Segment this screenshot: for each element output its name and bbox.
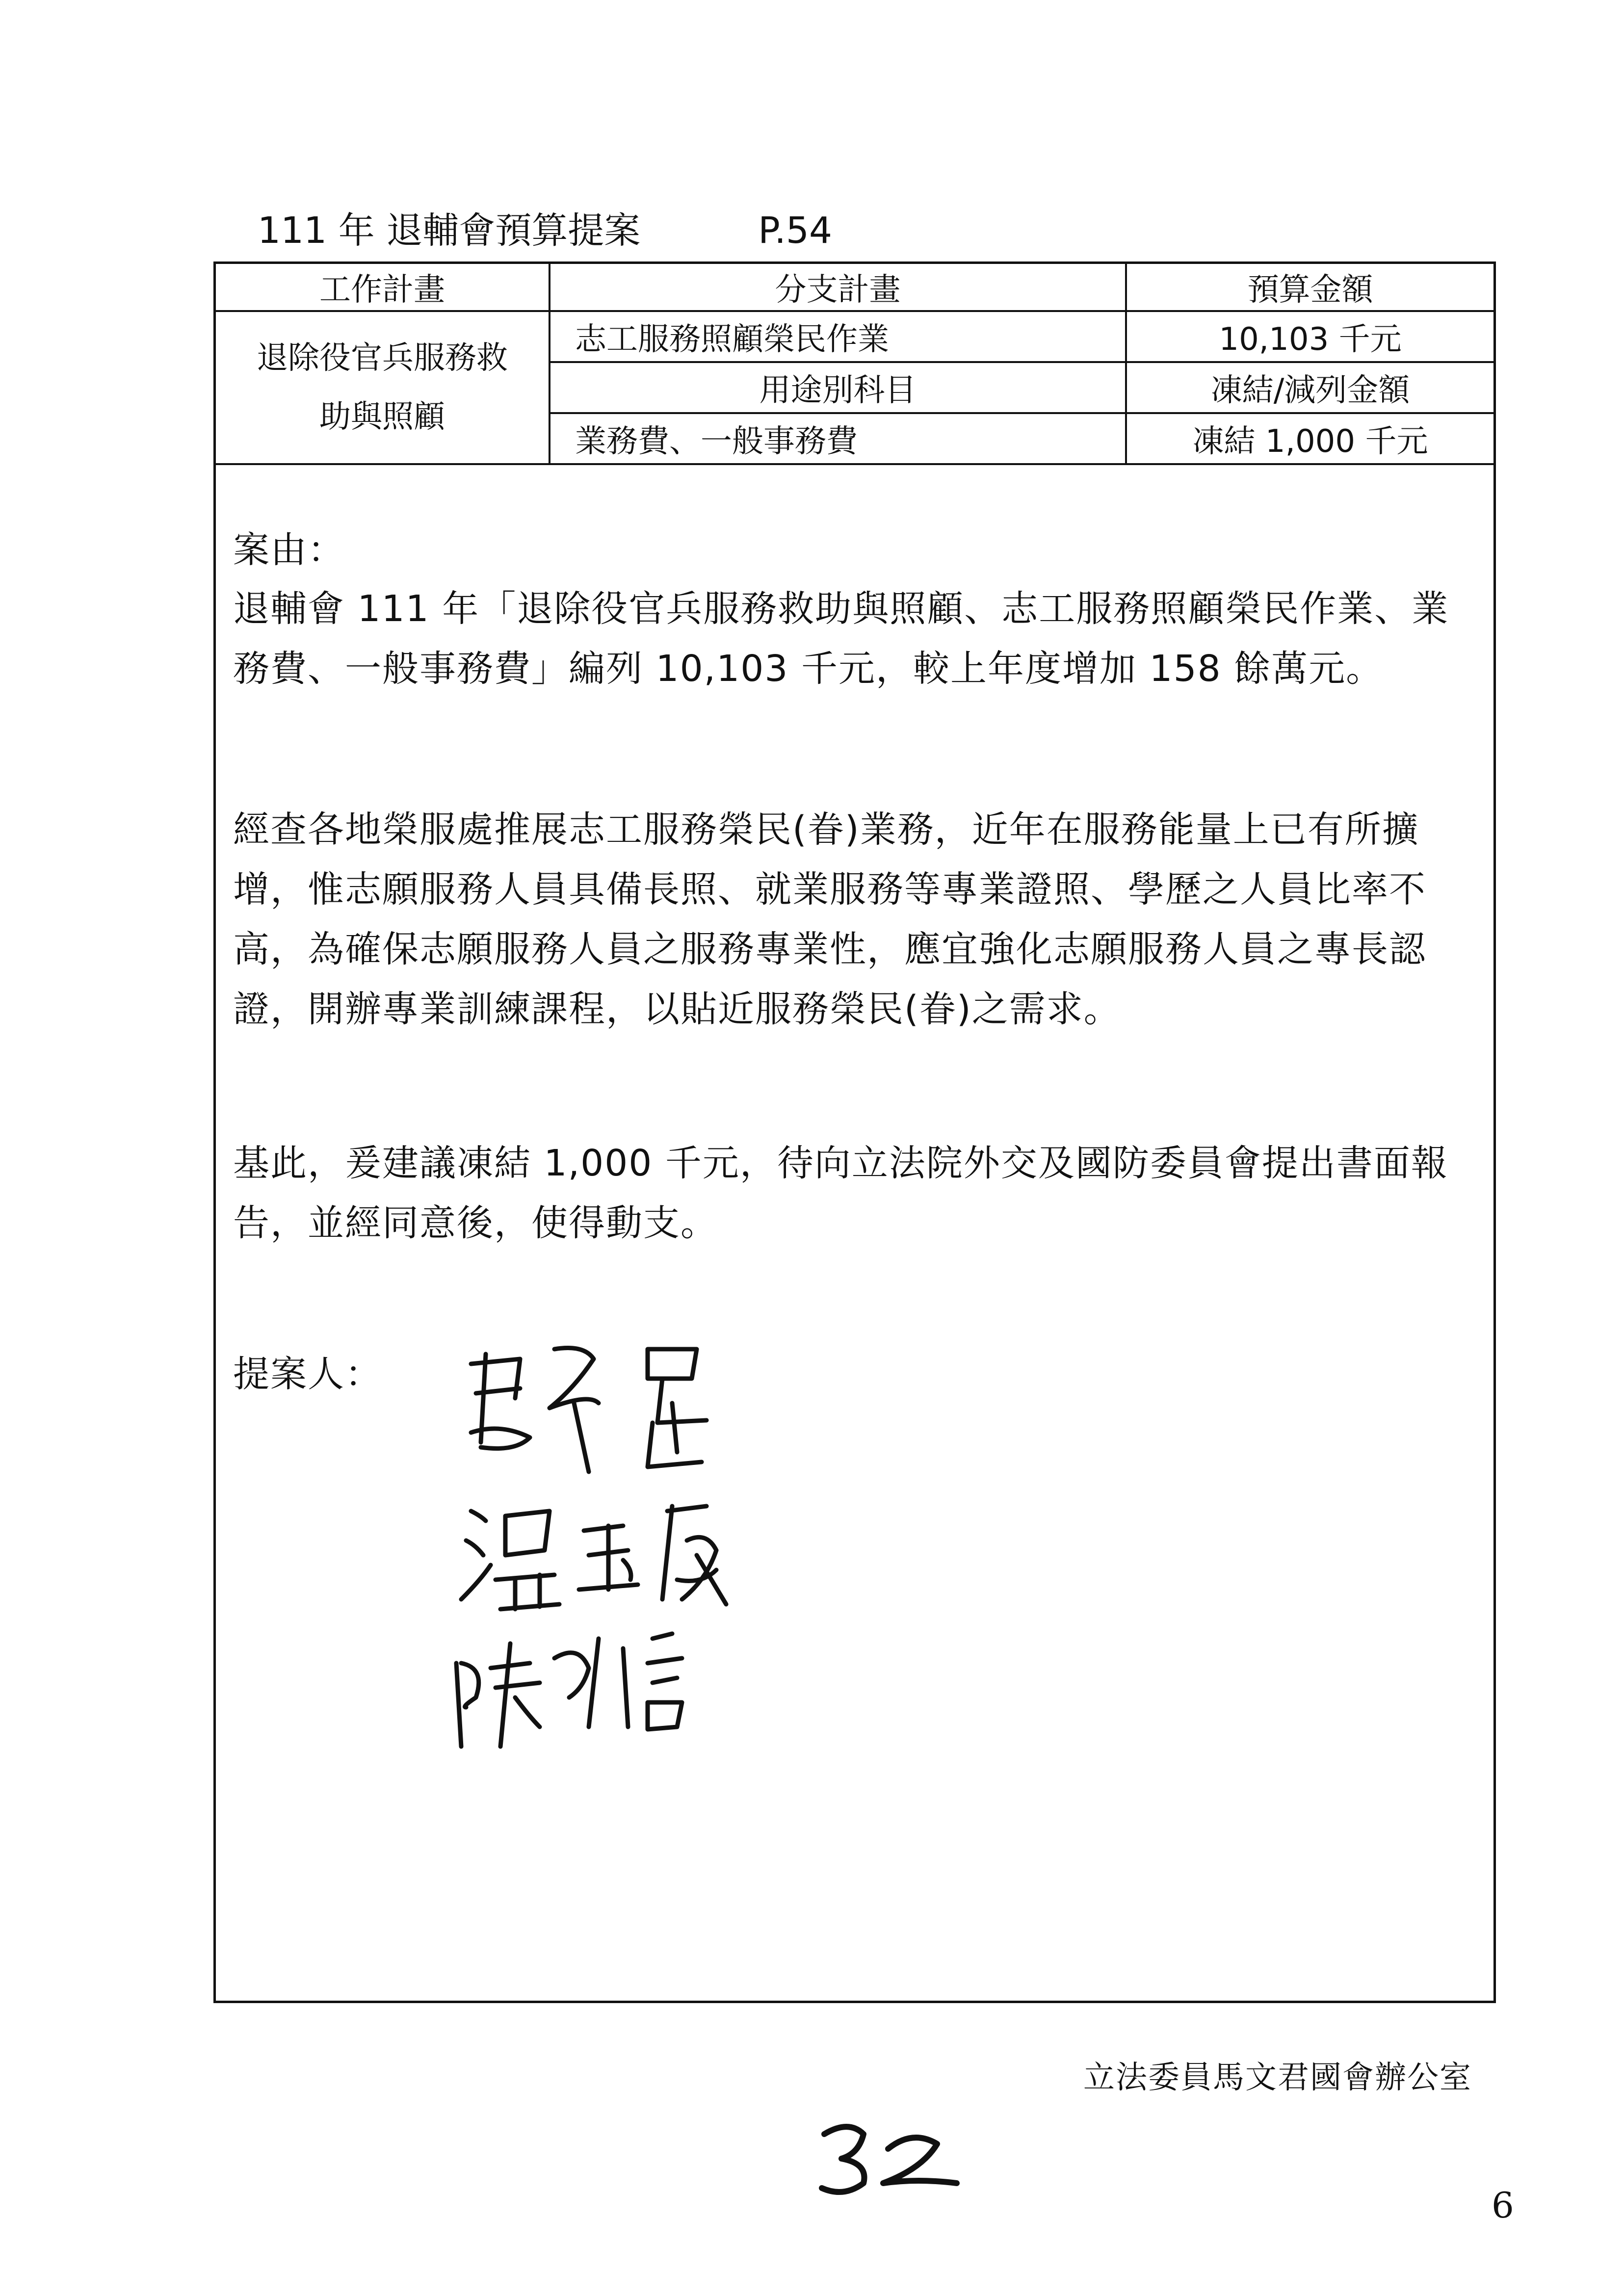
subject-value: 業務費、一般事務費 (550, 413, 1126, 464)
reason-label: 案由： (233, 529, 345, 571)
freeze-value: 凍結 1,000 千元 (1126, 413, 1493, 464)
header-work-plan: 工作計畫 (216, 264, 550, 311)
budget-table (216, 264, 1493, 465)
signature-2 (461, 1506, 726, 1609)
handwritten-signatures (442, 1325, 932, 1766)
document-title (258, 206, 832, 255)
title-text: 111 年 退輔會預算提案 (258, 209, 641, 252)
work-plan-cell (216, 311, 550, 464)
table-header-row (216, 264, 1493, 311)
branch-plan-value: 志工服務照顧榮民作業 (550, 311, 1126, 362)
reason-paragraph-2: 經查各地榮服處推展志工服務榮民(眷)業務，近年在服務能量上已有所擴增，惟志願服務人員具備長照、就業服務等專業證照、學歷之人員比率不高，為確保志願服務人員之服務專業性，應宜強化志願服務人員之專長認證，開辦專業訓練課程，以貼近服務榮民(眷)之需求。 (233, 809, 1426, 1030)
signature-1 (471, 1348, 707, 1472)
header-budget-amount: 預算金額 (1126, 264, 1493, 311)
reason-paragraph-3: 基此，爰建議凍結 1,000 千元，待向立法院外交及國防委員會提出書面報告，並經同意後，使得動支。 (233, 1142, 1448, 1244)
handwritten-page-number (814, 2114, 962, 2203)
header-branch-plan: 分支計畫 (550, 264, 1126, 311)
table-row (216, 311, 1493, 362)
page-reference: P.54 (758, 209, 833, 252)
corner-page-number: 6 (1492, 2185, 1514, 2226)
proposer-label: 提案人： (233, 1353, 382, 1395)
work-plan-value: 退除役官兵服務救助與照顧 (257, 340, 508, 435)
subject-label: 用途別科目 (550, 362, 1126, 413)
freeze-label: 凍結/減列金額 (1126, 362, 1493, 413)
budget-amount-value: 10,103 千元 (1126, 311, 1493, 362)
signature-3 (456, 1634, 682, 1747)
reason-paragraph-1: 退輔會 111 年「退除役官兵服務救助與照顧、志工服務照顧榮民作業、業務費、一般事務費」編列 10,103 千元，較上年度增加 158 餘萬元。 (233, 588, 1449, 690)
office-footer: 立法委員馬文君國會辦公室 (1083, 2060, 1472, 2096)
